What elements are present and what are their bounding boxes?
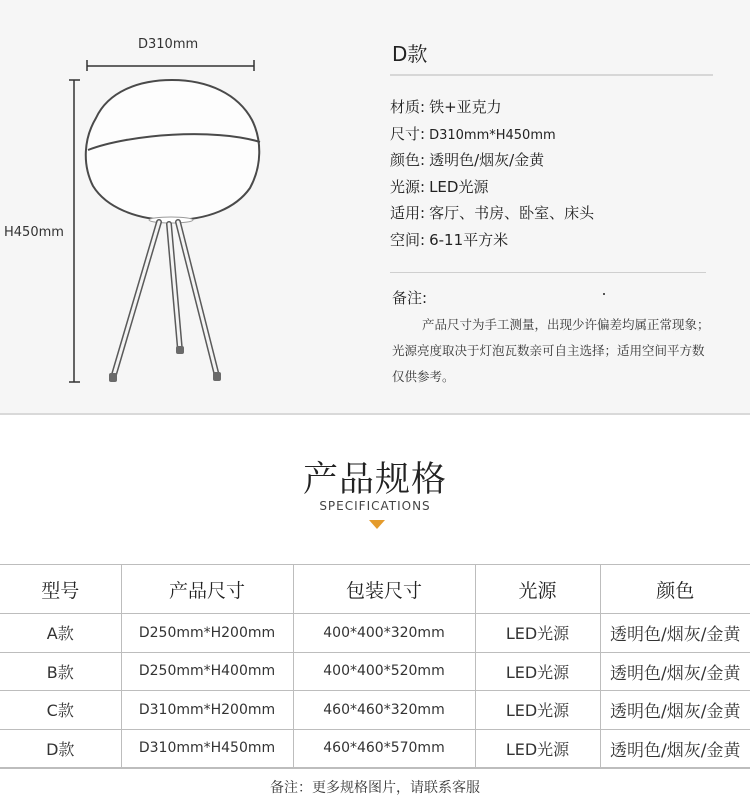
model-title: D款 [392,42,428,66]
table-row [0,691,750,730]
spec-colon: : [420,177,426,196]
cell-color: 透明色/烟灰/金黄 [600,614,750,653]
cell-light-source: LED光源 [475,729,600,768]
spec-value: D310mm*H450mm [429,127,556,143]
spec-row-usage [390,200,715,227]
spec-row-space [390,227,715,254]
lamp-line-drawing [0,0,380,415]
spec-colon: : [420,230,426,249]
title-divider [390,74,713,76]
dimension-height-label: H450mm [4,225,64,240]
note-divider [390,272,706,273]
spec-key: 材质 [390,98,421,116]
table-row [0,729,750,768]
cell-model: D款 [0,729,121,768]
cell-package-size: 460*460*320mm [293,691,475,730]
section-title: 产品规格 [302,460,447,500]
spec-colon: : [420,124,426,143]
cell-product-size: D250mm*H200mm [121,614,293,653]
spec-colon: : [420,98,426,116]
spec-key: 空间 [390,230,421,249]
spec-row-light-source [390,174,715,201]
cell-model: C款 [0,691,121,730]
cell-light-source: LED光源 [475,691,600,730]
note-label: 备注: [392,289,428,307]
header-light-source: 光源 [475,565,600,614]
spec-row-color [390,147,715,174]
table-row [0,652,750,691]
section-subtitle: SPECIFICATIONS [319,499,431,513]
header-package-size: 包装尺寸 [293,565,475,614]
spec-key: 光源 [390,177,421,196]
spec-value: 6-11平方米 [429,230,509,249]
note-text: 产品尺寸为手工测量，出现少许偏差均属正常现象；光源亮度取决于灯泡瓦数亲可自主选择；适用空间平方数仅供参考。 [392,317,710,384]
spec-key: 颜色 [390,151,421,169]
table-row [0,614,750,653]
cell-product-size: D310mm*H450mm [121,729,293,768]
header-product-size: 产品尺寸 [121,565,293,614]
down-arrow-icon [369,520,385,529]
dimension-width-label: D310mm [138,37,199,52]
cell-product-size: D250mm*H400mm [121,652,293,691]
spec-value: LED光源 [429,177,489,196]
table-header-row [0,565,750,614]
table-footer-note: 备注：更多规格图片，请联系客服 [0,768,750,807]
spec-row-size [390,121,715,148]
cell-package-size: 460*460*570mm [293,729,475,768]
cell-color: 透明色/烟灰/金黄 [600,691,750,730]
spec-block [390,38,715,249]
cell-light-source: LED光源 [475,614,600,653]
spec-value: 铁+亚克力 [429,98,502,116]
spec-colon: : [420,204,426,222]
spec-key: 适用 [390,204,421,222]
cell-color: 透明色/烟灰/金黄 [600,652,750,691]
cell-light-source: LED光源 [475,652,600,691]
cell-model: B款 [0,652,121,691]
spec-value: 透明色/烟灰/金黄 [429,151,545,169]
spec-row-material [390,94,715,121]
cell-model: A款 [0,614,121,653]
header-model: 型号 [0,565,121,614]
header-color: 颜色 [600,565,750,614]
spec-value: 客厅、书房、卧室、床头 [429,204,595,222]
cell-package-size: 400*400*520mm [293,652,475,691]
cell-color: 透明色/烟灰/金黄 [600,729,750,768]
spec-list [390,94,715,253]
cell-product-size: D310mm*H200mm [121,691,293,730]
note-dot [603,293,605,295]
spec-colon: : [420,151,426,169]
spec-key: 尺寸 [390,124,421,143]
cell-package-size: 400*400*320mm [293,614,475,653]
